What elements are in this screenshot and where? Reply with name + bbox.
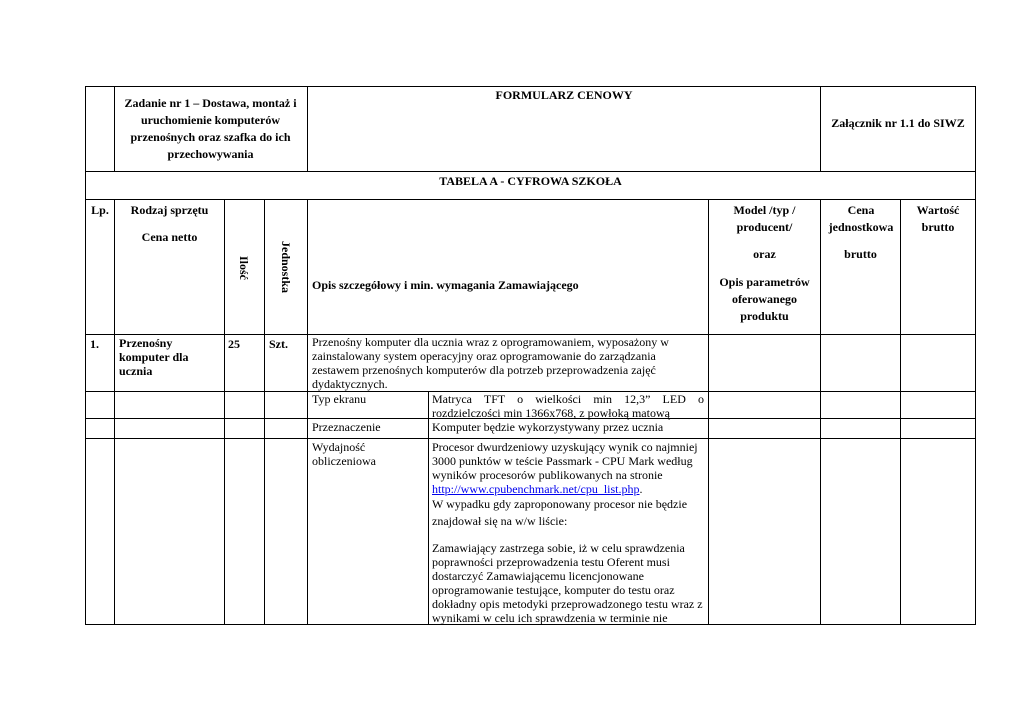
cpubenchmark-link[interactable]: http://www.cpubenchmark.net/cpu_list.php (432, 482, 640, 496)
row-divider-3 (85, 438, 976, 439)
col-line-lp (114, 199, 115, 625)
col-line-quantity (264, 199, 265, 625)
form-title: FORMULARZ CENOWY (495, 88, 633, 102)
col-line-equipment (224, 199, 225, 625)
column-header-model-line-1: Model /typ / (733, 203, 796, 217)
column-header-equipment: Rodzaj sprzętu (130, 203, 209, 217)
spec-value-performance-1: Procesor dwurdzeniowy uzyskujący wynik co najmniej 3000 punktów w teście Passmark - CPU Mark według wyników procesorów publikowanych na stronie (432, 440, 698, 482)
attachment-label: Załącznik nr 1.1 do SIWZ (831, 116, 965, 130)
column-header-unit-price: Cena jednostkowa (828, 203, 894, 234)
spec-name-performance: Wydajność obliczeniowa (312, 440, 376, 468)
column-header-model-line-2: producent/ (736, 220, 793, 234)
row-1-unit: Szt. (269, 337, 288, 351)
header-col-line-3 (820, 86, 821, 172)
row-1-description: Przenośny komputer dla ucznia wraz z oprogramowaniem, wyposażony w zainstalowany system operacyjny oraz oprogramowanie do zarządzania zestawem przenośnych komputerów dla potrzeb przeprowadzenia zajęć dydaktycznych. (312, 335, 669, 391)
column-header-model-line-4: Opis parametrów oferowanego produktu (719, 275, 810, 323)
table-border-right (975, 86, 976, 625)
header-col-line-2 (307, 86, 308, 172)
table-border-top (85, 86, 976, 87)
spec-name-screen-type: Typ ekranu (312, 392, 367, 406)
row-1-lp: 1. (90, 337, 99, 351)
table-border-left (85, 86, 86, 625)
col-line-unit (307, 199, 308, 625)
header-col-line-1 (114, 86, 115, 172)
header-divider (85, 171, 976, 172)
spec-value-performance-3: Zamawiający zastrzega sobie, iż w celu sprawdzenia poprawności przeprowadzenia testu Oferent musi dostarczyć Zamawiającemu licencjonowane oprogramowanie testujące, komputer do testu oraz dokładny opis metodyki przeprowadzonego testu wraz z wynikami w celu ich sprawdzenia w terminie nie (432, 541, 703, 625)
spec-value-performance-link: http://www.cpubenchmark.net/cpu_list.php. (432, 482, 643, 496)
column-header-gross-value: Wartość brutto (916, 203, 960, 234)
task-description: Zadanie nr 1 – Dostawa, montaż i uruchomienie komputerów przenośnych oraz szafka do ich przechowywania (124, 96, 297, 161)
column-header-unit: Jednostka (279, 240, 293, 294)
column-header-lp: Lp. (91, 203, 109, 217)
col-line-unit-price (900, 199, 901, 625)
spec-value-screen-type: Matryca TFT o wielkości min 12,3” LED o rozdzielczości min 1366x768, z powłoką matową (432, 392, 704, 420)
row-1-quantity: 25 (228, 337, 240, 351)
spec-value-performance-2: W wypadku gdy zaproponowany procesor nie będzie znajdował się na w/w liście: (432, 497, 688, 528)
row-1-equipment: Przenośny komputer dla ucznia (119, 336, 189, 378)
column-header-unit-price-gross: brutto (844, 247, 877, 261)
col-line-spec-name (428, 391, 429, 625)
column-header-quantity: Ilość (237, 256, 251, 280)
table-title: TABELA A - CYFROWA SZKOŁA (439, 174, 622, 188)
column-header-model-line-3: oraz (753, 247, 776, 261)
spec-value-purpose: Komputer będzie wykorzystywany przez ucznia (432, 420, 664, 434)
column-header-description: Opis szczegółowy i min. wymagania Zamawiającego (312, 278, 579, 292)
title-divider (85, 199, 976, 200)
column-header-net-price: Cena netto (141, 230, 198, 244)
spec-name-purpose: Przeznaczenie (312, 420, 381, 434)
